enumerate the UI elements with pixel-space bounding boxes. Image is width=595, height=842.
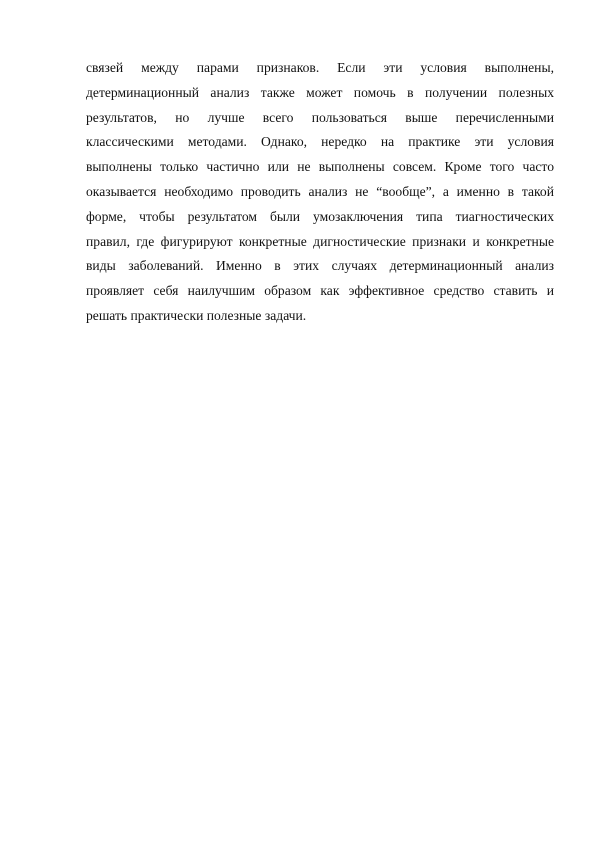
paragraph-line: форме, чтобы результатом были умозаключения типа тиагностических <box>86 208 554 224</box>
paragraph-line: детерминационный анализ также может помочь в получении полезных <box>86 84 554 100</box>
paragraph-line: проявляет себя наилучшим образом как эффективное средство ставить и <box>86 283 554 299</box>
paragraph-line: связей между парами признаков. Если эти условия выполнены, <box>86 60 554 75</box>
paragraph-line: оказывается необходимо проводить анализ не “вообще”, а именно в такой <box>86 183 554 199</box>
paragraph-line-last: решать практически полезные задачи. <box>86 307 307 323</box>
paragraph-line: виды заболеваний. Именно в этих случаях детерминационный анализ <box>86 258 554 274</box>
paragraph-line: классическими методами. Однако, нередко на практике эти условия <box>86 134 554 150</box>
paragraph-line: выполнены только частично или не выполнены совсем. Кроме того часто <box>86 159 554 175</box>
paragraph-line: результатов, но лучше всего пользоваться выше перечисленными <box>86 109 554 125</box>
body-paragraph <box>86 56 554 329</box>
paragraph-line: правил, где фигурируют конкретные дигностические признаки и конкретные <box>86 233 554 249</box>
